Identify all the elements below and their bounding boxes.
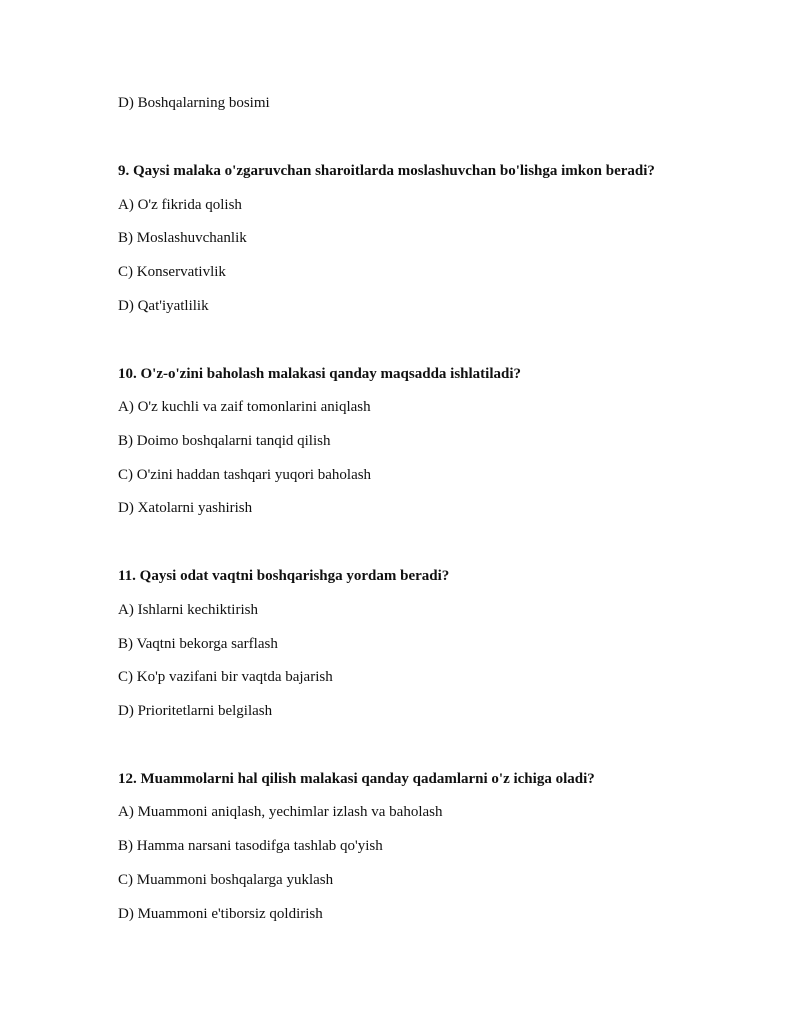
question-12: 12. Muammolarni hal qilish malakasi qanday qadamlarni o'z ichiga oladi? — [118, 771, 595, 787]
question-10-option-a: A) O'z kuchli va zaif tomonlarini aniqlash — [118, 399, 371, 415]
question-9-option-a: A) O'z fikrida qolish — [118, 197, 242, 213]
question-9-option-d: D) Qat'iyatlilik — [118, 298, 209, 314]
question-10: 10. O'z-o'zini baholash malakasi qanday maqsadda ishlatiladi? — [118, 366, 522, 382]
leading-option: D) Boshqalarning bosimi — [118, 95, 270, 111]
question-9-option-c: C) Konservativlik — [118, 264, 226, 280]
question-10-option-d: D) Xatolarni yashirish — [118, 500, 253, 516]
question-10-option-c: C) O'zini haddan tashqari yuqori baholash — [118, 467, 372, 483]
question-11-option-b: B) Vaqtni bekorga sarflash — [118, 636, 278, 652]
question-11-option-a: A) Ishlarni kechiktirish — [118, 602, 258, 618]
question-11-option-d: D) Prioritetlarni belgilash — [118, 703, 273, 719]
question-12-option-d: D) Muammoni e'tiborsiz qoldirish — [118, 906, 323, 922]
question-9: 9. Qaysi malaka o'zgaruvchan sharoitlarda moslashuvchan bo'lishga imkon beradi? — [118, 163, 655, 179]
question-11-option-c: C) Ko'p vazifani bir vaqtda bajarish — [118, 669, 333, 685]
question-12-option-a: A) Muammoni aniqlash, yechimlar izlash va baholash — [118, 804, 443, 820]
question-9-option-b: B) Moslashuvchanlik — [118, 230, 247, 246]
question-10-option-b: B) Doimo boshqalarni tanqid qilish — [118, 433, 331, 449]
question-12-option-b: B) Hamma narsani tasodifga tashlab qo'yish — [118, 838, 383, 854]
question-12-option-c: C) Muammoni boshqalarga yuklash — [118, 872, 334, 888]
question-11: 11. Qaysi odat vaqtni boshqarishga yordam beradi? — [118, 568, 450, 584]
